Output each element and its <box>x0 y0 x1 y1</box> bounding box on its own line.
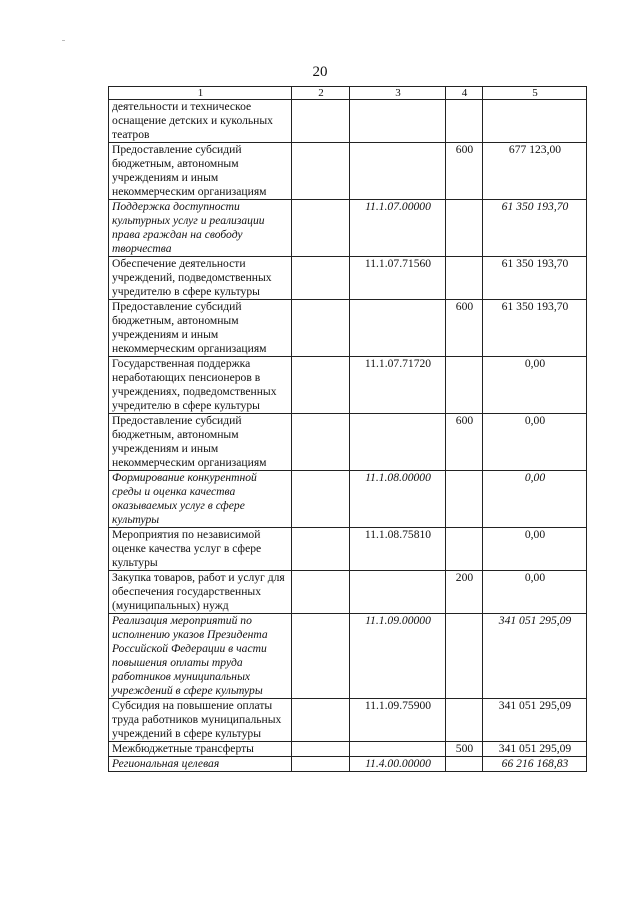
page-number: 20 <box>312 64 328 80</box>
item-name: Субсидия на повышение оплаты труда работников муниципальных учреждений в сфере культуры <box>109 699 292 742</box>
item-name: Формирование конкурентной среды и оценка качества оказываемых услуг в сфере культуры <box>109 471 292 528</box>
expense-type-code: 500 <box>446 742 483 757</box>
target-article-code <box>350 414 446 471</box>
item-name: Предоставление субсидий бюджетным, автономным учреждениям и иным некоммерческим организациям <box>109 143 292 200</box>
column-2-cell <box>292 471 350 528</box>
column-2-cell <box>292 614 350 699</box>
table-header-row <box>109 87 587 100</box>
table-row <box>109 471 587 528</box>
column-header: 3 <box>350 87 446 100</box>
expense-type-code <box>446 357 483 414</box>
table-row <box>109 742 587 757</box>
item-name: Предоставление субсидий бюджетным, автономным учреждениям и иным некоммерческим организациям <box>109 300 292 357</box>
target-article-code: 11.1.07.00000 <box>350 200 446 257</box>
amount-value: 677 123,00 <box>483 143 587 200</box>
expense-type-code <box>446 614 483 699</box>
target-article-code: 11.1.08.00000 <box>350 471 446 528</box>
item-name: Предоставление субсидий бюджетным, автономным учреждениям и иным некоммерческим организациям <box>109 414 292 471</box>
target-article-code: 11.4.00.00000 <box>350 757 446 772</box>
expense-type-code <box>446 699 483 742</box>
column-2-cell <box>292 200 350 257</box>
column-2-cell <box>292 699 350 742</box>
item-name: Обеспечение деятельности учреждений, подведомственных учредителю в сфере культуры <box>109 257 292 300</box>
target-article-code: 11.1.09.00000 <box>350 614 446 699</box>
amount-value: 341 051 295,09 <box>483 742 587 757</box>
expense-type-code: 600 <box>446 414 483 471</box>
expense-type-code: 600 <box>446 143 483 200</box>
target-article-code <box>350 571 446 614</box>
target-article-code: 11.1.07.71720 <box>350 357 446 414</box>
amount-value: 0,00 <box>483 357 587 414</box>
table-row <box>109 300 587 357</box>
column-header: 1 <box>109 87 292 100</box>
amount-value: 0,00 <box>483 571 587 614</box>
expense-type-code <box>446 200 483 257</box>
target-article-code <box>350 742 446 757</box>
table-row <box>109 571 587 614</box>
expense-type-code <box>446 257 483 300</box>
expense-type-code <box>446 100 483 143</box>
target-article-code: 11.1.08.75810 <box>350 528 446 571</box>
column-2-cell <box>292 742 350 757</box>
amount-value: 0,00 <box>483 471 587 528</box>
column-2-cell <box>292 757 350 772</box>
scan-speck <box>62 40 65 41</box>
column-2-cell <box>292 414 350 471</box>
column-2-cell <box>292 143 350 200</box>
expense-type-code: 200 <box>446 571 483 614</box>
table-row <box>109 200 587 257</box>
item-name: Государственная поддержка неработающих пенсионеров в учреждениях, подведомственных учредителю в сфере культуры <box>109 357 292 414</box>
item-name: деятельности и техническое оснащение детских и кукольных театров <box>109 100 292 143</box>
item-name: Межбюджетные трансферты <box>109 742 292 757</box>
item-name: Поддержка доступности культурных услуг и реализации права граждан на свободу творчества <box>109 200 292 257</box>
amount-value: 341 051 295,09 <box>483 614 587 699</box>
table-row <box>109 257 587 300</box>
column-header: 4 <box>446 87 483 100</box>
amount-value: 341 051 295,09 <box>483 699 587 742</box>
target-article-code <box>350 143 446 200</box>
target-article-code: 11.1.09.75900 <box>350 699 446 742</box>
column-2-cell <box>292 300 350 357</box>
expense-type-code: 600 <box>446 300 483 357</box>
table-row <box>109 143 587 200</box>
budget-table <box>108 86 587 772</box>
column-2-cell <box>292 100 350 143</box>
table-row <box>109 414 587 471</box>
table-row <box>109 614 587 699</box>
amount-value: 61 350 193,70 <box>483 300 587 357</box>
table-row <box>109 357 587 414</box>
amount-value: 61 350 193,70 <box>483 257 587 300</box>
table-body <box>109 100 587 772</box>
amount-value: 0,00 <box>483 528 587 571</box>
target-article-code <box>350 300 446 357</box>
column-header: 5 <box>483 87 587 100</box>
table-row <box>109 699 587 742</box>
item-name: Мероприятия по независимой оценке качества услуг в сфере культуры <box>109 528 292 571</box>
column-2-cell <box>292 357 350 414</box>
item-name: Реализация мероприятий по исполнению указов Президента Российской Федерации в части повышения оплаты труда работников муниципальных учреждений в сфере культуры <box>109 614 292 699</box>
target-article-code <box>350 100 446 143</box>
expense-type-code <box>446 528 483 571</box>
column-2-cell <box>292 528 350 571</box>
amount-value: 61 350 193,70 <box>483 200 587 257</box>
column-2-cell <box>292 257 350 300</box>
amount-value: 66 216 168,83 <box>483 757 587 772</box>
table-row <box>109 100 587 143</box>
target-article-code: 11.1.07.71560 <box>350 257 446 300</box>
expense-type-code <box>446 471 483 528</box>
expense-type-code <box>446 757 483 772</box>
column-2-cell <box>292 571 350 614</box>
item-name: Закупка товаров, работ и услуг для обеспечения государственных (муниципальных) нужд <box>109 571 292 614</box>
amount-value: 0,00 <box>483 414 587 471</box>
table-row <box>109 757 587 772</box>
column-header: 2 <box>292 87 350 100</box>
item-name: Региональная целевая <box>109 757 292 772</box>
amount-value <box>483 100 587 143</box>
table-row <box>109 528 587 571</box>
